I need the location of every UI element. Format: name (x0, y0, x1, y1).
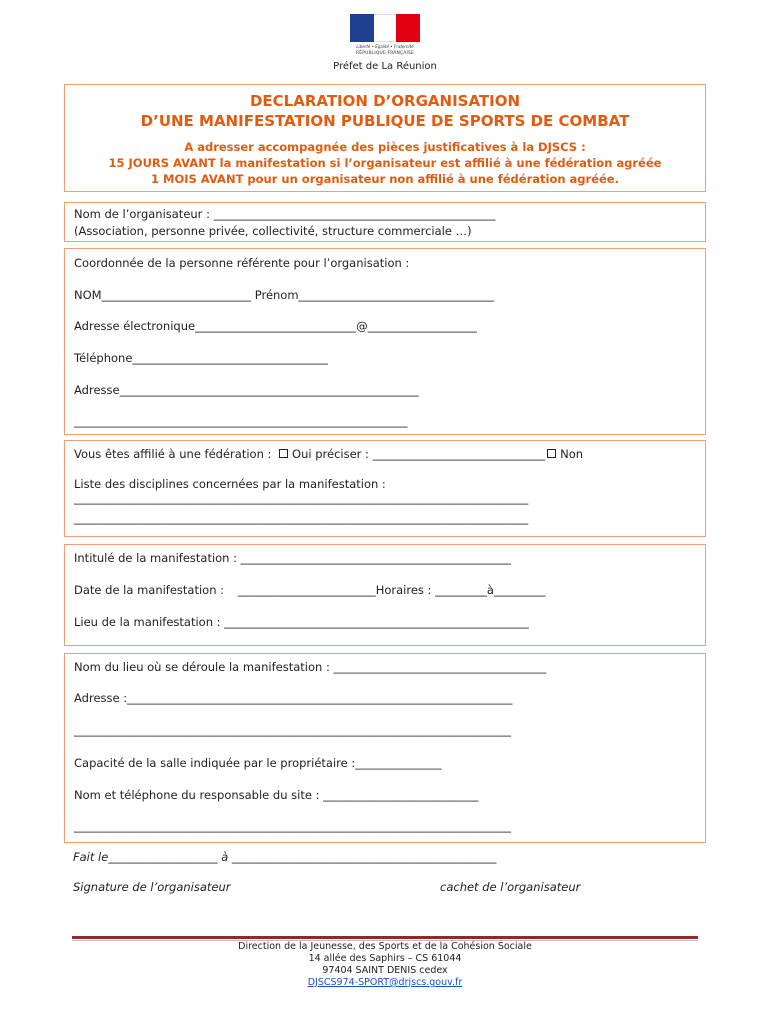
venue-address-field[interactable]: Adresse :___________________________________________________________________ (74, 691, 513, 705)
venue-extra-line[interactable]: ____________________________________________________________________________ (74, 819, 511, 833)
footer-line3: 97404 SAINT DENIS cedex (322, 965, 448, 976)
contact-heading: Coordonnée de la personne référente pour l’organisation : (74, 256, 410, 270)
venue-manager-field[interactable]: Nom et téléphone du responsable du site : ___________________________ (74, 788, 479, 802)
document-title-line2: D’UNE MANIFESTATION PUBLIQUE DE SPORTS DE COMBAT (140, 112, 630, 130)
french-flag-icon (350, 14, 420, 42)
document-title-line1: DECLARATION D’ORGANISATION (249, 92, 521, 110)
venue-section (64, 653, 706, 843)
disciplines-label: Liste des disciplines concernées par la manifestation : (74, 477, 386, 491)
cachet-label: cachet de l’organisateur (440, 880, 581, 894)
non-label: Non (560, 447, 584, 461)
oui-checkbox[interactable] (279, 449, 288, 458)
footer-divider (72, 936, 698, 939)
oui-specify-field[interactable]: Oui préciser : ______________________________ (292, 447, 546, 461)
title-section (64, 84, 706, 192)
federation-question: Vous êtes affilié à une fédération : (74, 447, 272, 461)
instruction-line3: 1 MOIS AVANT pour un organisateur non affilié à une fédération agréée. (151, 172, 619, 186)
contact-address-line2[interactable]: __________________________________________________________ (74, 414, 408, 428)
prefet-label: Préfet de La Réunion (333, 61, 437, 72)
footer-email-link[interactable]: DJSCS974-SPORT@drjscs.gouv.fr (307, 977, 463, 988)
footer-line1: Direction de la Jeunesse, des Sports et de la Cohésion Sociale (238, 941, 532, 952)
contact-name-field[interactable]: NOM__________________________ Prénom__________________________________ (74, 288, 495, 302)
event-date-label: Date de la manifestation : (74, 583, 225, 597)
republique-francaise-logo (350, 14, 420, 62)
instruction-line1: A adresser accompagnée des pièces justificatives à la DJSCS : (184, 140, 586, 154)
event-date-hours-field[interactable]: ________________________Horaires : _________à_________ (237, 583, 546, 597)
venue-address-line2[interactable]: ____________________________________________________________________________ (74, 723, 511, 737)
federation-section (64, 440, 706, 537)
footer (0, 941, 770, 989)
disciplines-line1[interactable]: _______________________________________________________________________________ (74, 491, 529, 505)
footer-line2: 14 allée des Saphirs – CS 61044 (308, 953, 462, 964)
venue-capacity-field[interactable]: Capacité de la salle indiquée par le propriétaire :_______________ (74, 756, 442, 770)
contact-phone-field[interactable]: Téléphone__________________________________ (74, 351, 328, 365)
event-title-field[interactable]: Intitulé de la manifestation : _______________________________________________ (74, 551, 511, 565)
event-section (64, 544, 706, 646)
disciplines-line2[interactable]: _______________________________________________________________________________ (74, 511, 529, 525)
logo-republic: RÉPUBLIQUE FRANÇAISE (356, 51, 414, 56)
organizer-type-note: (Association, personne privée, collectivité, structure commerciale …) (74, 224, 472, 238)
signature-label: Signature de l’organisateur (73, 880, 231, 894)
contact-email-field[interactable]: Adresse électronique____________________________@___________________ (74, 319, 477, 333)
instruction-line2: 15 JOURS AVANT la manifestation si l’organisateur est affilié à une fédération agréée (108, 156, 662, 170)
venue-name-field[interactable]: Nom du lieu où se déroule la manifestation : _____________________________________ (74, 660, 547, 674)
contact-address-field[interactable]: Adresse____________________________________________________ (74, 383, 419, 397)
event-place-field[interactable]: Lieu de la manifestation : _____________________________________________________ (74, 615, 529, 629)
event-date-row (74, 583, 546, 597)
fait-le-field[interactable]: Fait le___________________ à ______________________________________________ (73, 850, 497, 864)
non-checkbox[interactable] (547, 449, 556, 458)
organizer-name-field[interactable]: Nom de l’organisateur : _________________________________________________ (74, 207, 496, 221)
organizer-section (64, 202, 706, 242)
logo-motto: Liberté • Égalité • Fraternité (356, 44, 414, 49)
federation-question-row (74, 447, 583, 461)
contact-section (64, 248, 706, 435)
